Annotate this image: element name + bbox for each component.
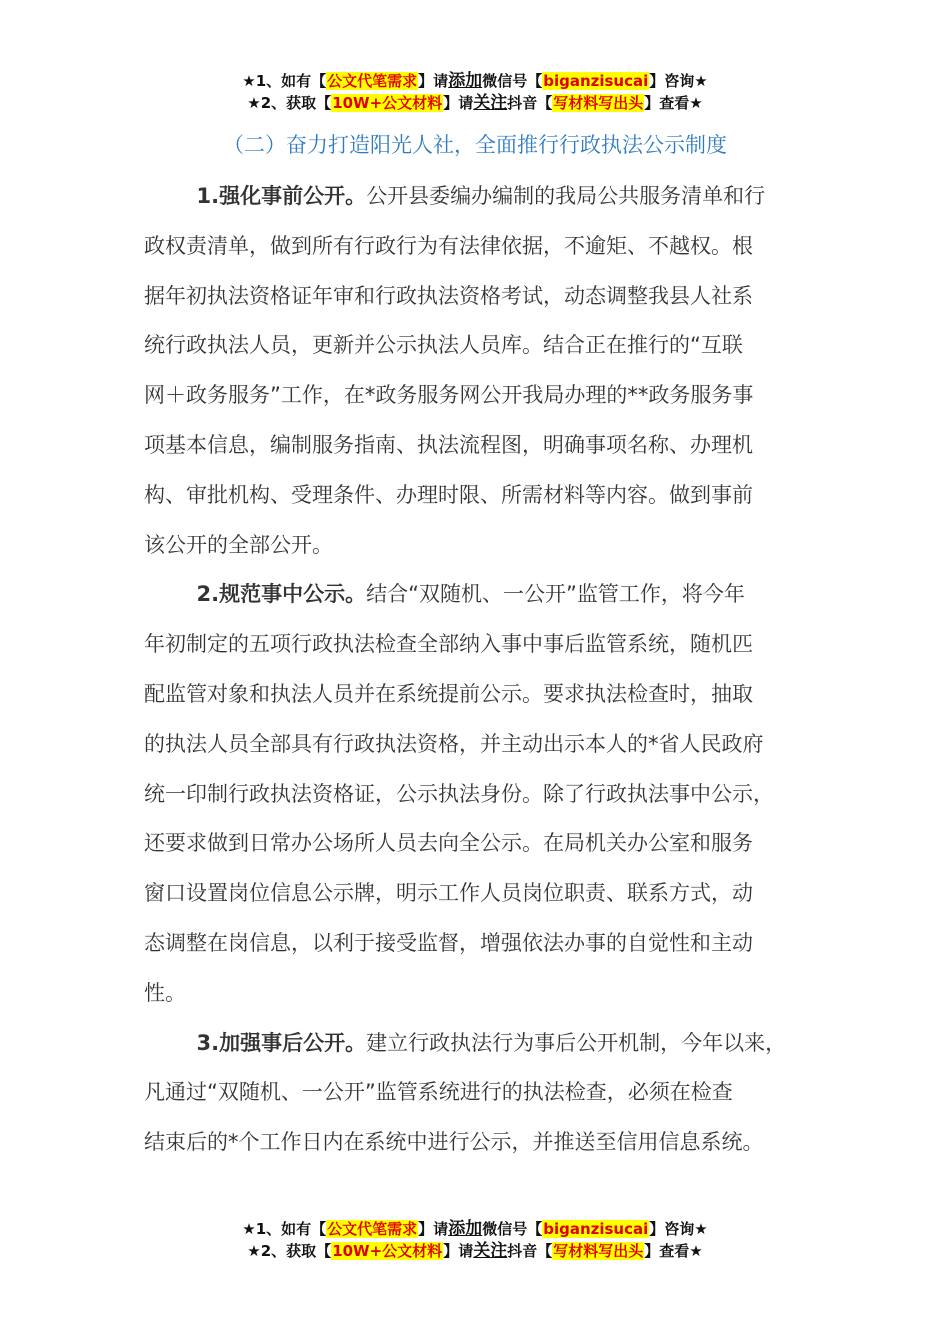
paragraph-line xyxy=(144,1019,814,1069)
paragraph-line: 凡通过“双随机、一公开”监管系统进行的执法检查，必须在检查 xyxy=(144,1080,733,1105)
top-banner xyxy=(0,70,950,114)
banner-text: 】咨询★ xyxy=(649,1220,708,1238)
banner-text: ★1、如有【 xyxy=(242,72,327,90)
paragraph-lead: 2.规范事中公示。 xyxy=(196,582,367,607)
banner-text: 】请 xyxy=(443,94,474,112)
paragraph-line: 窗口设置岗位信息公示牌，明示工作人员岗位职责、联系方式，动 xyxy=(144,881,753,906)
document-body xyxy=(144,172,814,1168)
line-text: 建立行政执法行为事后公开机制，今年以来， xyxy=(366,1030,787,1055)
banner-text: ★2、获取【 xyxy=(247,1242,332,1260)
paragraph-lead: 1.强化事前公开。 xyxy=(196,184,367,208)
banner-underline: 关注 xyxy=(473,93,508,113)
paragraph-2 xyxy=(144,570,814,1018)
banner-text: 】请 xyxy=(418,72,449,90)
banner-text: 微信号【 xyxy=(482,72,543,90)
section-heading: （二）奋力打造阳光人社，全面推行行政执法公示制度 xyxy=(223,133,727,157)
banner-douyin-id: 写材料写出头 xyxy=(553,94,644,112)
banner-line-1 xyxy=(0,70,950,92)
banner-highlight: 10W+公文材料 xyxy=(332,94,443,112)
paragraph-line xyxy=(144,570,814,620)
paragraph-line: 还要求做到日常办公场所人员去向全公示。在局机关办公室和服务 xyxy=(144,831,753,856)
banner-highlight: 10W+公文材料 xyxy=(332,1242,443,1260)
paragraph-line: 年初制定的五项行政执法检查全部纳入事中事后监管系统，随机匹 xyxy=(144,632,753,657)
paragraph-line: 结束后的*个工作日内在系统中进行公示，并推送至信用信息系统。 xyxy=(144,1130,764,1155)
paragraph-line: 态调整在岗信息，以利于接受监督，增强依法办事的自觉性和主动 xyxy=(144,930,753,955)
banner-text: ★2、获取【 xyxy=(247,94,332,112)
banner-text: 】查看★ xyxy=(644,94,703,112)
bottom-banner xyxy=(0,1218,950,1262)
paragraph-line xyxy=(144,172,814,222)
banner-underline: 添加 xyxy=(448,71,483,91)
paragraph-line: 网＋政务服务”工作，在*政务服务网公开我局办理的**政务服务事 xyxy=(144,383,754,408)
banner-text: 】请 xyxy=(443,1242,474,1260)
paragraph-line: 的执法人员全部具有行政执法资格，并主动出示本人的*省人民政府 xyxy=(144,731,764,756)
banner-text: 】查看★ xyxy=(644,1242,703,1260)
paragraph-line: 政权责清单，做到所有行政行为有法律依据，不逾矩、不越权。根 xyxy=(144,233,753,258)
banner-text: 抖音【 xyxy=(507,1242,553,1260)
banner-wechat-id: biganzisucai xyxy=(543,1220,649,1238)
paragraph-1 xyxy=(144,172,814,570)
line-text: 结合“双随机、一公开”监管工作，将今年 xyxy=(366,582,745,607)
paragraph-line: 项基本信息，编制服务指南、执法流程图，明确事项名称、办理机 xyxy=(144,432,753,457)
paragraph-line: 性。 xyxy=(144,980,186,1005)
banner-underline: 添加 xyxy=(448,1219,483,1239)
banner-line-2 xyxy=(0,92,950,114)
banner-line-1 xyxy=(0,1218,950,1240)
banner-text: 】请 xyxy=(418,1220,449,1238)
banner-line-2 xyxy=(0,1240,950,1262)
paragraph-lead: 3.加强事后公开。 xyxy=(196,1030,367,1055)
banner-text: 微信号【 xyxy=(482,1220,543,1238)
banner-highlight: 公文代笔需求 xyxy=(327,1220,418,1238)
banner-underline: 关注 xyxy=(473,1241,508,1261)
banner-text: ★1、如有【 xyxy=(242,1220,327,1238)
paragraph-line: 据年初执法资格证年审和行政执法资格考试，动态调整我县人社系 xyxy=(144,283,753,308)
banner-highlight: 公文代笔需求 xyxy=(327,72,418,90)
banner-douyin-id: 写材料写出头 xyxy=(553,1242,644,1260)
banner-text: 抖音【 xyxy=(507,94,553,112)
line-text: 公开县委编办编制的我局公共服务清单和行 xyxy=(366,184,766,208)
paragraph-line: 统行政执法人员，更新并公示执法人员库。结合正在推行的“互联 xyxy=(144,333,743,358)
paragraph-line: 该公开的全部公开。 xyxy=(144,532,333,557)
banner-wechat-id: biganzisucai xyxy=(543,72,649,90)
paragraph-line: 构、审批机构、受理条件、办理时限、所需材料等内容。做到事前 xyxy=(144,482,753,507)
paragraph-line: 统一印制行政执法资格证，公示执法身份。除了行政执法事中公示， xyxy=(144,781,774,806)
banner-text: 】咨询★ xyxy=(649,72,708,90)
paragraph-3 xyxy=(144,1019,814,1168)
paragraph-line: 配监管对象和执法人员并在系统提前公示。要求执法检查时，抽取 xyxy=(144,681,753,706)
